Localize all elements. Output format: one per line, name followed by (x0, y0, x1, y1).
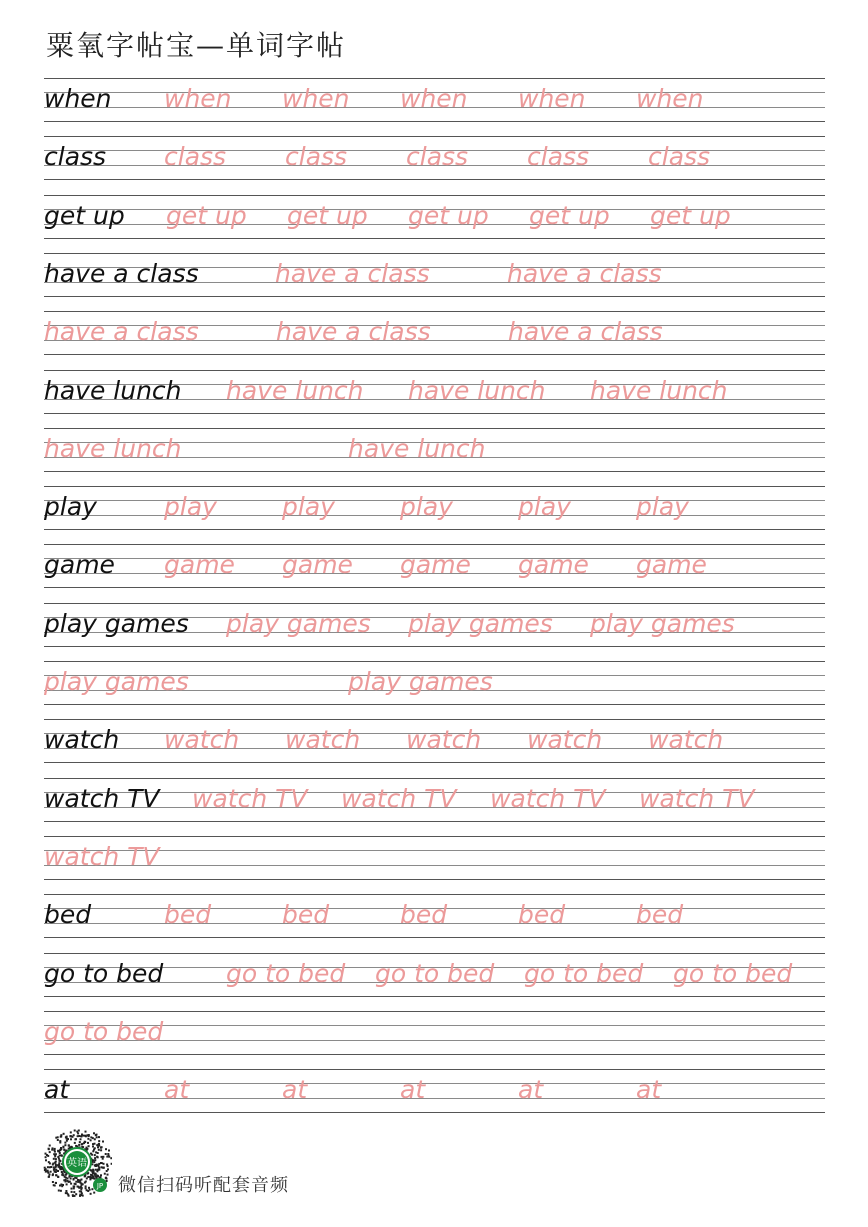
model-word: when (44, 84, 112, 113)
trace-word: play (282, 492, 335, 522)
trace-word: play (164, 492, 217, 522)
trace-word: when (400, 84, 468, 113)
guide-line (44, 762, 825, 763)
writing-row (44, 778, 825, 822)
guide-line (44, 179, 825, 180)
writing-row (44, 428, 825, 472)
guide-line (44, 587, 825, 588)
trace-word: play (636, 492, 689, 522)
trace-word: play games (44, 667, 189, 696)
guide-line (44, 1054, 825, 1055)
trace-word: at (636, 1075, 662, 1105)
writing-row (44, 894, 825, 938)
model-word: get up (44, 200, 125, 230)
trace-word: class (164, 142, 227, 172)
trace-word: have a class (275, 258, 430, 288)
model-word: have a class (44, 258, 199, 288)
guide-line (44, 879, 825, 880)
guide-line (44, 354, 825, 355)
model-word: play games (44, 608, 189, 638)
model-word: bed (44, 900, 92, 930)
qr-corner-label: JP (96, 1182, 104, 1190)
model-word: class (44, 142, 107, 172)
page-title: 粟氧字帖宝—单词字帖 (46, 29, 347, 62)
trace-word: get up (287, 200, 368, 230)
trace-word: when (164, 84, 232, 113)
guide-line (44, 136, 825, 137)
guide-line (44, 603, 825, 604)
writing-row (44, 544, 825, 588)
footer-text: 微信扫码听配套音频 (118, 1175, 289, 1196)
trace-word: class (648, 142, 711, 172)
guide-line (44, 865, 825, 866)
model-word: play (44, 492, 97, 522)
trace-word: play (400, 492, 453, 522)
writing-row (44, 195, 825, 239)
trace-word: game (400, 550, 471, 580)
writing-row (44, 719, 825, 763)
guide-line (44, 471, 825, 472)
trace-word: game (282, 550, 353, 580)
trace-word: watch (648, 725, 724, 755)
trace-word: at (518, 1075, 544, 1105)
trace-word: when (518, 84, 586, 113)
trace-word: get up (408, 200, 489, 230)
writing-row (44, 370, 825, 414)
trace-word: game (636, 550, 707, 580)
writing-row (44, 136, 825, 180)
trace-word: get up (650, 200, 731, 230)
guide-line (44, 428, 825, 429)
guide-line (44, 646, 825, 647)
guide-line (44, 719, 825, 720)
trace-word: when (636, 84, 704, 113)
trace-word: at (164, 1075, 190, 1105)
trace-word: watch TV (44, 841, 160, 871)
trace-word: have a class (507, 258, 662, 288)
guide-line (44, 253, 825, 254)
guide-line (44, 544, 825, 545)
footer (42, 1127, 362, 1199)
guide-line (44, 850, 825, 851)
trace-word: get up (529, 200, 610, 230)
trace-word: watch TV (490, 783, 606, 813)
writing-row (44, 1069, 825, 1113)
guide-line (44, 486, 825, 487)
writing-row (44, 661, 825, 705)
trace-word: have a class (44, 317, 199, 347)
trace-word: watch (527, 725, 603, 755)
trace-word: bed (518, 900, 566, 930)
trace-word: class (285, 142, 348, 172)
trace-word: go to bed (673, 958, 793, 988)
trace-word: have lunch (408, 375, 546, 405)
model-word: have lunch (44, 375, 182, 405)
trace-word: bed (636, 900, 684, 930)
guide-line (44, 78, 825, 79)
writing-row (44, 78, 825, 122)
trace-word: go to bed (226, 958, 346, 988)
trace-word: go to bed (375, 958, 495, 988)
trace-word: watch (164, 725, 240, 755)
guide-line (44, 821, 825, 822)
trace-word: class (406, 142, 469, 172)
model-word: watch (44, 725, 120, 755)
guide-line (44, 953, 825, 954)
writing-row (44, 953, 825, 997)
model-word: at (44, 1075, 70, 1105)
trace-word: bed (282, 900, 330, 930)
trace-word: have a class (508, 317, 663, 347)
trace-word: play games (226, 608, 371, 638)
trace-word: game (164, 550, 235, 580)
guide-line (44, 1069, 825, 1070)
trace-word: at (282, 1075, 308, 1105)
trace-word: go to bed (524, 958, 644, 988)
guide-line (44, 529, 825, 530)
guide-line (44, 661, 825, 662)
guide-line (44, 996, 825, 997)
trace-word: have a class (276, 317, 431, 347)
trace-word: have lunch (44, 433, 182, 463)
writing-row (44, 486, 825, 530)
trace-word: play games (408, 608, 553, 638)
qr-badge-label: 英语 (67, 1158, 87, 1169)
guide-line (44, 296, 825, 297)
writing-row (44, 253, 825, 297)
trace-word: bed (164, 900, 212, 930)
trace-word: watch TV (192, 783, 308, 813)
guide-line (44, 704, 825, 705)
trace-word: play games (590, 608, 735, 638)
trace-word: watch (406, 725, 482, 755)
trace-word: watch TV (639, 783, 755, 813)
trace-word: go to bed (44, 1016, 164, 1046)
guide-line (44, 937, 825, 938)
trace-word: game (518, 550, 589, 580)
writing-row (44, 1011, 825, 1055)
guide-line (44, 311, 825, 312)
model-word: watch TV (44, 783, 160, 813)
writing-row (44, 603, 825, 647)
guide-line (44, 894, 825, 895)
guide-line (44, 238, 825, 239)
guide-line (44, 1098, 825, 1099)
trace-word: at (400, 1075, 426, 1105)
guide-line (44, 1083, 825, 1084)
guide-line (44, 195, 825, 196)
trace-word: have lunch (590, 375, 728, 405)
trace-word: play games (348, 667, 493, 696)
guide-line (44, 836, 825, 837)
writing-row (44, 311, 825, 355)
model-word: go to bed (44, 958, 164, 988)
guide-line (44, 121, 825, 122)
guide-line (44, 370, 825, 371)
trace-word: watch TV (341, 783, 457, 813)
trace-word: class (527, 142, 590, 172)
trace-word: watch (285, 725, 361, 755)
trace-word: have lunch (348, 433, 486, 463)
guide-line (44, 413, 825, 414)
model-word: game (44, 550, 115, 580)
guide-line (44, 1112, 825, 1113)
qr-code-icon[interactable] (42, 1127, 112, 1197)
trace-word: play (518, 492, 571, 522)
guide-line (44, 778, 825, 779)
guide-line (44, 1011, 825, 1012)
trace-word: get up (166, 200, 247, 230)
trace-word: have lunch (226, 375, 364, 405)
trace-word: when (282, 84, 350, 113)
writing-row (44, 836, 825, 880)
trace-word: bed (400, 900, 448, 930)
